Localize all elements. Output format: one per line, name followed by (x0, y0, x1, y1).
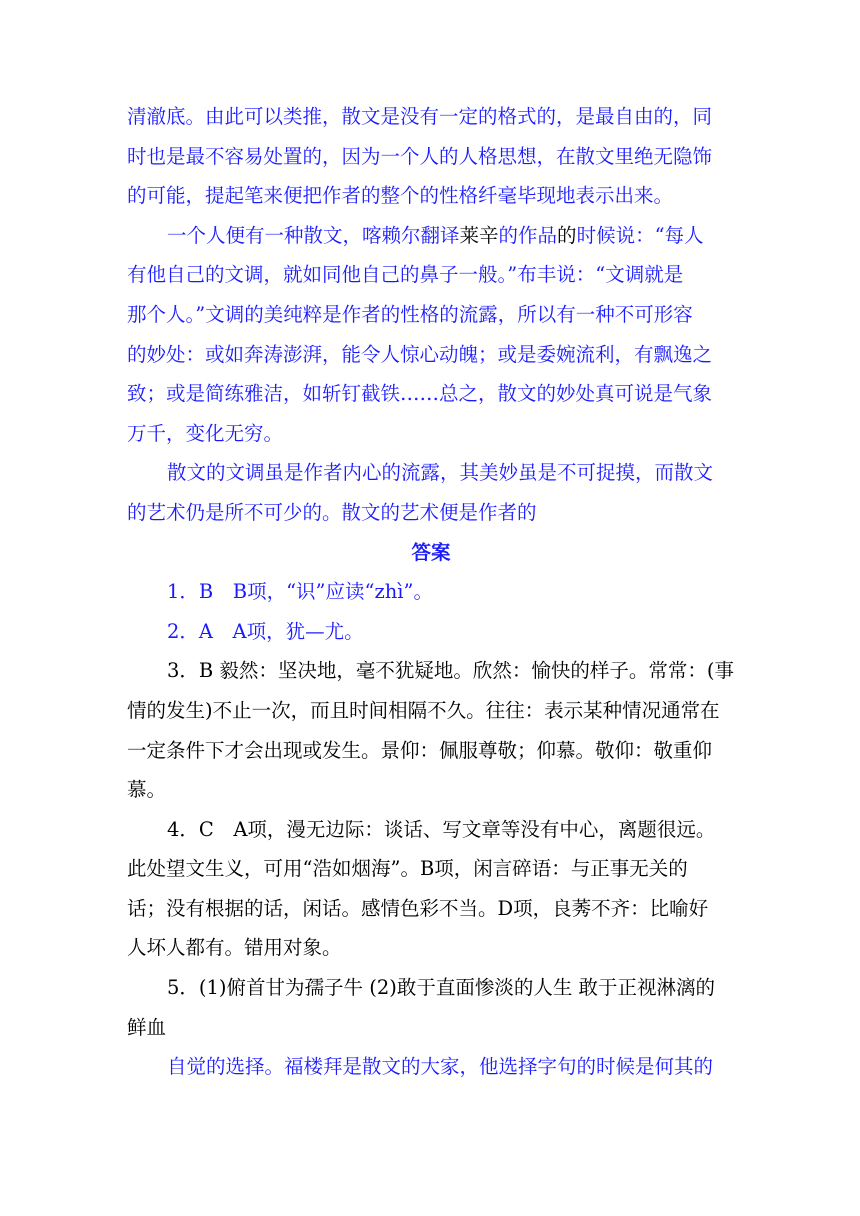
answer-3-line-3: 一定条件下才会出现或发生。景仰：佩服尊敬；仰慕。敬仰：敬重仰 (127, 738, 713, 762)
paragraph-2-line-2: 有他自己的文调，就如同他自己的鼻子一般。”布丰说：“文调就是 (127, 263, 684, 287)
answer-5-line-2: 鲜血 (127, 1015, 167, 1039)
paragraph-1-line-1: 清澈底。由此可以类推，散文是没有一定的格式的，是最自由的，同 (127, 105, 713, 128)
answer-4-line-4: 人坏人都有。错用对象。 (127, 936, 342, 960)
answer-4-line-2: 此处望文生义，可用“浩如烟海”。B项，闲言碎语：与正事无关的 (127, 857, 688, 881)
continuation-line: 自觉的选择。福楼拜是散文的大家，他选择字句的时候是何其的 (167, 1055, 714, 1079)
paragraph-2-text-e: 时候说：“每人 (576, 223, 704, 247)
answer-4-line-3: 话；没有根据的话，闲话。感情色彩不当。D项，良莠不齐：比喻好 (127, 896, 709, 920)
answer-4-line-1: 4．C A项，漫无边际：谈话、写文章等没有中心，离题很远。 (167, 817, 716, 841)
paragraph-2-line-4: 的妙处：或如奔涛澎湃，能令人惊心动魄；或是委婉流利，有飘逸之 (127, 342, 713, 366)
paragraph-2-text-d: 的 (557, 223, 577, 247)
answer-1: 1．B B项，“识”应读“zhì”。 (167, 580, 434, 604)
answer-3-line-1: 3．B 毅然：坚决地，毫不犹疑地。欣然：愉快的样子。常常：(事 (167, 659, 735, 683)
paragraph-2-line-3: 那个人。”文调的美纯粹是作者的性格的流露，所以有一种不可形容 (127, 302, 693, 326)
answers-heading: 答案 (411, 540, 451, 564)
paragraph-1-line-2: 时也是最不容易处置的，因为一个人的人格思想，在散文里绝无隐饰 (127, 144, 713, 168)
paragraph-2-line-1 (127, 216, 735, 256)
paragraph-3-line-1: 散文的文调虽是作者内心的流露，其美妙虽是不可捉摸，而散文 (167, 461, 714, 485)
paragraph-2-text-a: 一个人便有一种散文，喀赖尔翻译 (167, 223, 460, 247)
paragraph-2-text-c: 的作品 (498, 223, 558, 247)
answer-3-line-2: 情的发生)不止一次，而且时间相隔不久。往往：表示某种情况通常在 (127, 698, 720, 722)
answer-3-line-4: 慕。 (127, 778, 167, 802)
paragraph-1-line-3: 的可能，提起笔来便把作者的整个的性格纤毫毕现地表示出来。 (127, 184, 674, 208)
answer-5-line-1: 5．(1)俯首甘为孺子牛 (2)敢于直面惨淡的人生 敢于正视淋漓的 (167, 976, 716, 1000)
paragraph-3-line-2: 的艺术仍是所不可少的。散文的艺术便是作者的 (127, 500, 537, 524)
paragraph-2-text-b: 莱辛 (459, 223, 499, 247)
answer-2: 2．A A项，犹—尤。 (167, 619, 364, 643)
paragraph-2-line-6: 万千，变化无穷。 (127, 421, 284, 445)
paragraph-2-line-5: 致；或是简练雅洁，如斩钉截铁……总之，散文的妙处真可说是气象 (127, 382, 713, 406)
document-page (127, 97, 735, 1087)
